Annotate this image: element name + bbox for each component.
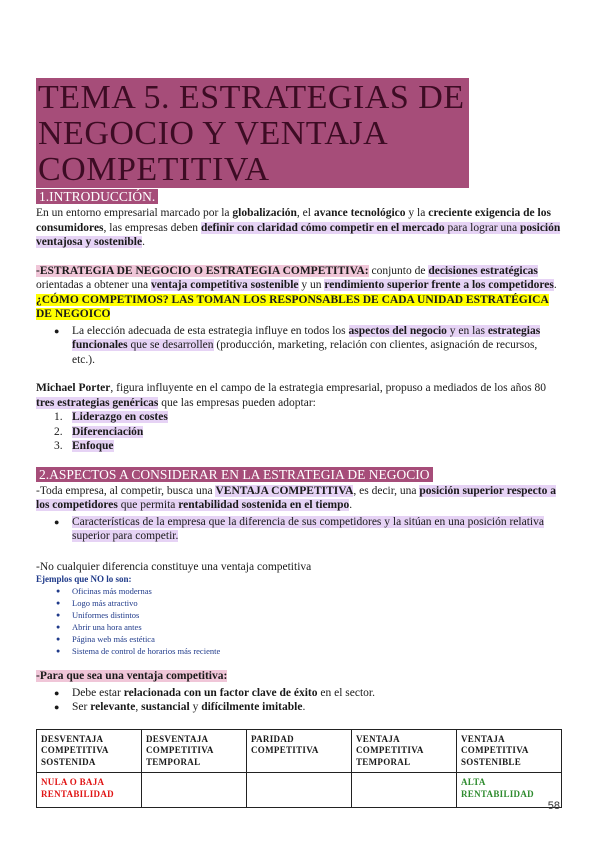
text-run: , figura influyente en el campo de la estrategia empresarial, propuso a mediados de los años 80 [110, 382, 546, 394]
text-run: , las empresas deben [103, 221, 201, 234]
list-item [72, 700, 562, 715]
examples-list [36, 585, 562, 657]
conditions-heading [36, 669, 562, 684]
title-line-1: TEMA 5. ESTRATEGIAS DE [38, 79, 465, 116]
generic-strategies-list [36, 410, 562, 454]
list-item [72, 686, 562, 701]
list-item [54, 425, 562, 440]
bold-run: creciente exigencia de los consumidores [36, 207, 551, 234]
table-row [37, 773, 562, 808]
highlighted-run: definir con claridad cómo competir en el mercado [200, 221, 445, 234]
list-label: Enfoque [72, 440, 114, 452]
table-header-cell: PARIDAD COMPETITIVA [247, 729, 352, 773]
text-run: , es decir, una [353, 484, 420, 497]
highlighted-run: ventaja competitiva sostenible [150, 279, 299, 291]
table-header-cell: DESVENTAJA COMPETITIVA TEMPORAL [142, 729, 247, 773]
list-label: Liderazgo en costes [72, 411, 168, 423]
text-run: orientadas a obtener una [36, 279, 151, 291]
list-item: ● Oficinas más modernas [72, 585, 562, 597]
text-run: y un [298, 279, 325, 291]
title-line-3: COMPETITIVA [38, 151, 270, 188]
text-run: La elección adecuada de esta estrategia influye en todos los [72, 324, 349, 337]
list-number: 1. [54, 411, 63, 423]
highlighted-run: Características de la empresa que la diferencia de sus competidores y la sitúan en una posición relativa superior para competir. [72, 515, 544, 542]
highlighted-run: rentabilidad sostenida en el tiempo [178, 499, 350, 511]
table-cell: NULA O BAJA RENTABILIDAD [37, 773, 142, 808]
section-2-heading: 2.ASPECTOS A CONSIDERAR EN LA ESTRATEGIA DE NEGOCIO [36, 467, 433, 482]
list-item [72, 324, 562, 368]
bullet-list [36, 515, 562, 544]
table-row [37, 729, 562, 773]
list-item: ● Abrir una hora antes [72, 621, 562, 633]
table-cell: ALTA RENTABILIDAD [457, 773, 562, 808]
bold-run: relevante [90, 701, 136, 713]
text-run: . [302, 701, 306, 713]
list-number: 3. [54, 440, 63, 452]
conditions-list [36, 686, 562, 715]
highlighted-run: VENTAJA COMPETITIVA [215, 484, 354, 497]
table-cell [247, 773, 352, 808]
yellow-highlight: ¿CÓMO COMPETIMOS? LAS TOMAN LOS RESPONSABLES DE CADA UNIDAD ESTRATÉGICA DE NEGOICO [36, 293, 549, 320]
text-run: , [135, 701, 142, 713]
table-header-cell: VENTAJA COMPETITIVA TEMPORAL [352, 729, 457, 773]
text-run: , el [296, 207, 314, 219]
competitive-position-table [36, 729, 562, 809]
text-run: (producción, marketing, relación con clientes, asignación de recursos, etc.). [72, 339, 538, 366]
not-all-differences: -No cualquier diferencia constituye una ventaja competitiva [36, 560, 312, 573]
highlighted-run: que se desarrollen [127, 339, 214, 351]
title-line-2: NEGOCIO Y VENTAJA [38, 115, 389, 152]
text-run: Debe estar [72, 686, 124, 699]
list-item [72, 515, 562, 544]
page-number: 58 [547, 800, 560, 812]
highlighted-run: estrategias funcionales [72, 324, 541, 351]
text-run: Ser [72, 701, 91, 713]
highlighted-run: tres estrategias genéricas [36, 396, 159, 409]
table-cell [142, 773, 247, 808]
text-run: en el sector. [317, 686, 375, 699]
table-header-cell: VENTAJA COMPETITIVA SOSTENIBLE [457, 729, 562, 773]
strategy-definition [36, 264, 562, 322]
highlighted-run: -Para que sea una ventaja competitiva: [36, 670, 228, 682]
definition-term: -ESTRATEGIA DE NEGOCIO O ESTRATEGIA COMPETITIVA: [36, 264, 369, 277]
highlighted-run: aspectos del negocio [348, 324, 447, 337]
document-page [36, 78, 562, 808]
text-run: conjunto de [368, 264, 429, 277]
bold-run: relacionada con un factor clave de éxito [123, 686, 318, 699]
list-item: ● Sistema de control de horarios más reciente [72, 645, 562, 657]
table-cell [352, 773, 457, 808]
text-run: En un entorno empresarial marcado por la [36, 207, 233, 219]
page-title [36, 78, 469, 188]
competitive-advantage-paragraph [36, 484, 562, 513]
list-item [54, 439, 562, 454]
bullet-list [36, 324, 562, 368]
list-label: Diferenciación [72, 425, 144, 438]
bold-run: sustancial [141, 701, 190, 713]
text-run: . [553, 279, 557, 291]
highlighted-run: posición superior respecto a los competidores [36, 484, 556, 511]
highlighted-run: y en las [446, 324, 488, 337]
text-run: que las empresas pueden adoptar: [158, 396, 316, 409]
list-number: 2. [54, 425, 63, 438]
text-run: . [142, 236, 145, 248]
examples-title: Ejemplos que NO lo son: [36, 574, 132, 584]
text-run: y [189, 701, 202, 713]
highlighted-run: que permita [117, 499, 179, 511]
list-item: ● Logo más atractivo [72, 597, 562, 609]
list-item [54, 410, 562, 425]
section-1-heading: 1.INTRODUCCIÓN. [36, 189, 158, 204]
text-run: . [349, 499, 353, 511]
bold-run: difícilmente imitable [201, 701, 303, 713]
bold-run: avance tecnológico [313, 207, 406, 219]
table-header-cell: DESVENTAJA COMPETITIVA SOSTENIDA [37, 729, 142, 773]
bold-run: globalización [232, 207, 297, 219]
list-item: ● Página web más estética [72, 633, 562, 645]
bold-run: Michael Porter [36, 382, 111, 394]
highlighted-run: para lograr una [444, 221, 520, 234]
highlighted-run: rendimiento superior frente a los competidores [324, 279, 554, 291]
highlighted-run: decisiones estratégicas [428, 264, 538, 277]
intro-paragraph [36, 206, 562, 250]
porter-paragraph [36, 381, 562, 410]
highlighted-run: posición ventajosa y sostenible [36, 221, 561, 248]
text-run: y la [405, 207, 429, 219]
text-run: -Toda empresa, al competir, busca una [36, 484, 216, 497]
list-item: ● Uniformes distintos [72, 609, 562, 621]
